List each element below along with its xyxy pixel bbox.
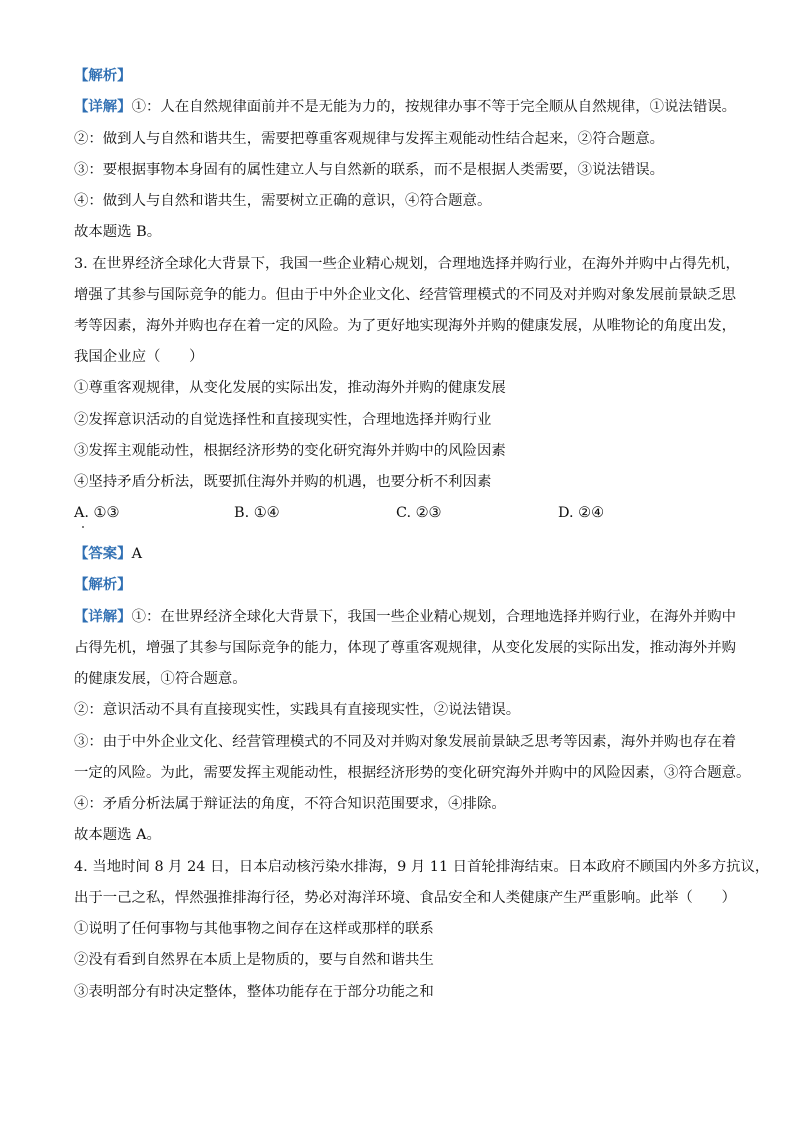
- detail-text: ①：人在自然规律面前并不是无能为力的，按规律办事不等于完全顺从自然规律，①说法错误。: [131, 99, 736, 115]
- q3-detail-line-4: ②：意识活动不具有直接现实性，实践具有直接现实性，②说法错误。: [74, 702, 521, 718]
- analysis-tag: 【解析】: [74, 67, 132, 84]
- q3-option-c: C. ②③: [396, 505, 442, 521]
- q3-detail-line-7: ④：矛盾分析法属于辩证法的角度，不符合知识范围要求，④排除。: [74, 796, 506, 812]
- q3-option-d: D. ②④: [558, 505, 604, 521]
- detail-tag: 【详解】: [74, 608, 132, 625]
- detail-line-1: [74, 97, 754, 117]
- q3-stem-line-3: 考等因素，海外并购也存在着一定的风险。为了更好地实现海外并购的健康发展，从唯物论的角度出发，: [74, 318, 736, 334]
- q3-stem-line-1: 3. 在世界经济全球化大背景下，我国一些企业精心规划，合理地选择并购行业，在海外并购中占得先机，: [74, 256, 740, 272]
- q3-stem-line-2: 增强了其参与国际竞争的能力。但由于中外企业文化、经营管理模式的不同及对并购对象发展前景缺乏思: [74, 287, 736, 303]
- q3-statement-3: ③发挥主观能动性，根据经济形势的变化研究海外并购中的风险因素: [74, 443, 506, 459]
- q3-statement-4: ④坚持矛盾分析法，既要抓住海外并购的机遇，也要分析不利因素: [74, 474, 492, 490]
- analysis-tag: 【解析】: [74, 576, 132, 593]
- detail-line-4: ④：做到人与自然和谐共生，需要树立正确的意识，④符合题意。: [74, 193, 492, 209]
- detail-tag: 【详解】: [74, 98, 132, 115]
- q4-stem-line-1: 4. 当地时间 8 月 24 日，日本启动核污染水排海，9 月 11 日首轮排海结束。日本政府不顾国内外多方抗议，: [74, 859, 770, 875]
- detail-text: ①：在世界经济全球化大背景下，我国一些企业精心规划，合理地选择并购行业，在海外并购中: [131, 609, 736, 625]
- q3-answer-line: [74, 544, 754, 564]
- q3-stem-line-4: 我国企业应（ ）: [74, 349, 204, 365]
- q3-conclusion-line: 故本题选 A。: [74, 827, 161, 843]
- q3-statement-2: ②发挥意识活动的自觉选择性和直接现实性，合理地选择并购行业: [74, 412, 492, 428]
- detail-line-3: ③：要根据事物本身固有的属性建立人与自然新的联系，而不是根据人类需要，③说法错误。: [74, 162, 665, 178]
- answer-value: A: [131, 546, 142, 562]
- q3-option-b: B. ①④: [234, 505, 280, 521]
- q3-analysis-header: [74, 575, 754, 595]
- q3-detail-line-5: ③：由于中外企业文化、经营管理模式的不同及对并购对象发展前景缺乏思考等因素，海外并购也存在着: [74, 734, 736, 750]
- q4-statement-3: ③表明部分有时决定整体，整体功能存在于部分功能之和: [74, 984, 434, 1000]
- q3-detail-line-1: [74, 607, 754, 627]
- analysis-header: [74, 66, 754, 86]
- q3-statement-1: ①尊重客观规律，从变化发展的实际出发，推动海外并购的健康发展: [74, 380, 506, 396]
- q4-stem-line-2: 出于一己之私，悍然强推排海行径，势必对海洋环境、食品安全和人类健康产生严重影响。此举（ ）: [74, 890, 736, 906]
- q3-detail-line-6: 一定的风险。为此，需要发挥主观能动性，根据经济形势的变化研究海外并购中的风险因素，③符合题意。: [74, 765, 751, 781]
- q3-detail-line-2: 占得先机，增强了其参与国际竞争的能力，体现了尊重客观规律，从变化发展的实际出发，推动海外并购: [74, 640, 736, 656]
- stray-dot: [82, 526, 84, 528]
- q4-statement-2: ②没有看到自然界在本质上是物质的，要与自然和谐共生: [74, 952, 434, 968]
- q4-statement-1: ①说明了任何事物与其他事物之间存在这样或那样的联系: [74, 921, 434, 937]
- q3-detail-line-3: 的健康发展，①符合题意。: [74, 671, 247, 687]
- conclusion-line: 故本题选 B。: [74, 224, 162, 240]
- answer-tag: 【答案】: [74, 545, 132, 562]
- detail-line-2: ②：做到人与自然和谐共生，需要把尊重客观规律与发挥主观能动性结合起来，②符合题意。: [74, 131, 665, 147]
- q3-option-a: A. ①③: [74, 505, 120, 521]
